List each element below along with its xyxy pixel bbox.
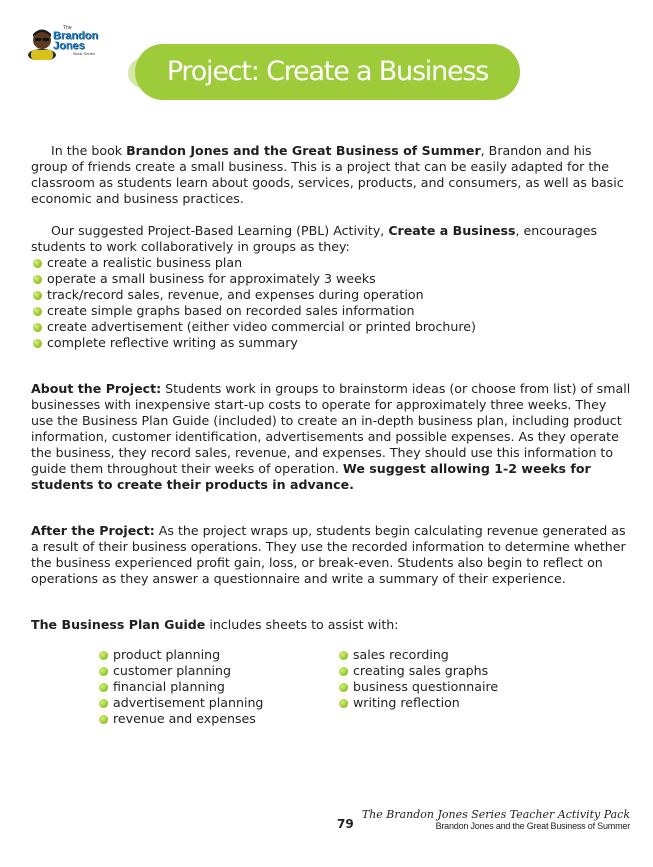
green-bullet-icon	[33, 259, 42, 268]
after-paragraph	[31, 523, 631, 587]
list-item	[31, 319, 631, 335]
about-text: Students work in groups to brainstorm ideas (or choose from list) of small businesses with inexpensive start-up costs to operate for approximately three weeks. They use the Business Plan Guide (included) to create an in-depth business plan, including product information, customer identification, advertisements and possible expenses. As they operate the business, they record sales, revenue, and expenses. They should use this information to guide them throughout their weeks of operation.	[31, 381, 631, 476]
list-item	[31, 303, 631, 319]
book-title: Brandon Jones and the Great Business of Summer	[126, 143, 481, 158]
list-item	[337, 695, 498, 711]
guide-list-left	[97, 647, 337, 727]
guide-paragraph	[31, 617, 631, 633]
intro-text: Our suggested Project-Based Learning (PBL) Activity,	[51, 223, 389, 238]
green-bullet-icon	[339, 699, 348, 708]
green-bullet-icon	[99, 667, 108, 676]
footer-credits	[362, 808, 630, 832]
document-body	[31, 143, 631, 727]
logo-the: The	[63, 25, 72, 31]
page-title: Project: Create a Business	[166, 56, 489, 87]
intro-paragraph-1	[31, 143, 631, 207]
intro-paragraph-2	[31, 223, 631, 255]
green-bullet-icon	[33, 291, 42, 300]
list-item	[97, 679, 337, 695]
about-paragraph	[31, 381, 631, 493]
green-bullet-icon	[99, 699, 108, 708]
brandon-jones-logo	[27, 25, 99, 60]
list-item-text: financial planning	[113, 679, 225, 694]
list-item	[31, 287, 631, 303]
green-bullet-icon	[33, 323, 42, 332]
green-bullet-icon	[339, 683, 348, 692]
list-item-text: create advertisement (either video commercial or printed brochure)	[47, 319, 476, 334]
green-bullet-icon	[99, 683, 108, 692]
logo-name-line2: Jones	[53, 40, 85, 52]
list-item	[97, 695, 337, 711]
goals-list	[31, 255, 631, 351]
green-bullet-icon	[99, 651, 108, 660]
guide-label: The Business Plan Guide	[31, 617, 206, 632]
green-bullet-icon	[339, 667, 348, 676]
list-item-text: create simple graphs based on recorded sales information	[47, 303, 415, 318]
list-item	[97, 663, 337, 679]
list-item-text: complete reflective writing as summary	[47, 335, 298, 350]
logo-name-line1: Brandon	[53, 30, 99, 42]
list-item-text: track/record sales, revenue, and expenses during operation	[47, 287, 424, 302]
list-item	[337, 647, 498, 663]
green-bullet-icon	[33, 307, 42, 316]
list-item-text: create a realistic business plan	[47, 255, 243, 270]
list-item-text: creating sales graphs	[353, 663, 489, 678]
green-bullet-icon	[33, 339, 42, 348]
intro-text: In the book	[51, 143, 127, 158]
after-text: As the project wraps up, students begin calculating revenue generated as a result of their business operations. They use the recorded information to determine whether the business experienced profit gain, loss, or break-even. Students also begin to reflect on operations as they answer a questionnaire and write a summary of their experience.	[31, 523, 626, 586]
guide-list-right	[337, 647, 498, 727]
guide-text: includes sheets to assist with:	[205, 617, 399, 632]
list-item-text: product planning	[113, 647, 221, 662]
list-item	[337, 679, 498, 695]
about-label: About the Project:	[31, 381, 162, 396]
after-label: After the Project:	[31, 523, 155, 538]
list-item-text: sales recording	[353, 647, 449, 662]
list-item-text: advertisement planning	[113, 695, 264, 710]
list-item-text: writing reflection	[353, 695, 460, 710]
list-item	[31, 335, 631, 351]
logo-wordmark	[53, 26, 97, 56]
title-banner	[135, 44, 520, 100]
about-note: We suggest allowing 1-2 weeks for students to create their products in advance.	[31, 461, 591, 492]
list-item	[97, 647, 337, 663]
intro-text: , Brandon and his group of friends create a small business. This is a project that can be easily adapted for the classroom as students learn about goods, services, products, and consumers, as well as basic economic and business practices.	[31, 143, 624, 206]
list-item	[97, 711, 337, 727]
list-item-text: revenue and expenses	[113, 711, 256, 726]
green-bullet-icon	[99, 715, 108, 724]
list-item-text: business questionnaire	[353, 679, 499, 694]
intro-text: , encourages students to work collaboratively in groups as they:	[31, 223, 598, 254]
page-number: 79	[337, 817, 354, 831]
logo-subtitle: Book Series	[73, 51, 95, 56]
guide-items	[97, 647, 631, 727]
activity-name: Create a Business	[388, 223, 516, 238]
list-item	[337, 663, 498, 679]
list-item	[31, 271, 631, 287]
series-title: The Brandon Jones Series Teacher Activity Pack	[361, 808, 630, 821]
list-item-text: operate a small business for approximately 3 weeks	[47, 271, 376, 286]
book-title-footer: Brandon Jones and the Great Business of Summer	[435, 821, 630, 831]
green-bullet-icon	[339, 651, 348, 660]
green-bullet-icon	[33, 275, 42, 284]
list-item-text: customer planning	[113, 663, 231, 678]
list-item	[31, 255, 631, 271]
